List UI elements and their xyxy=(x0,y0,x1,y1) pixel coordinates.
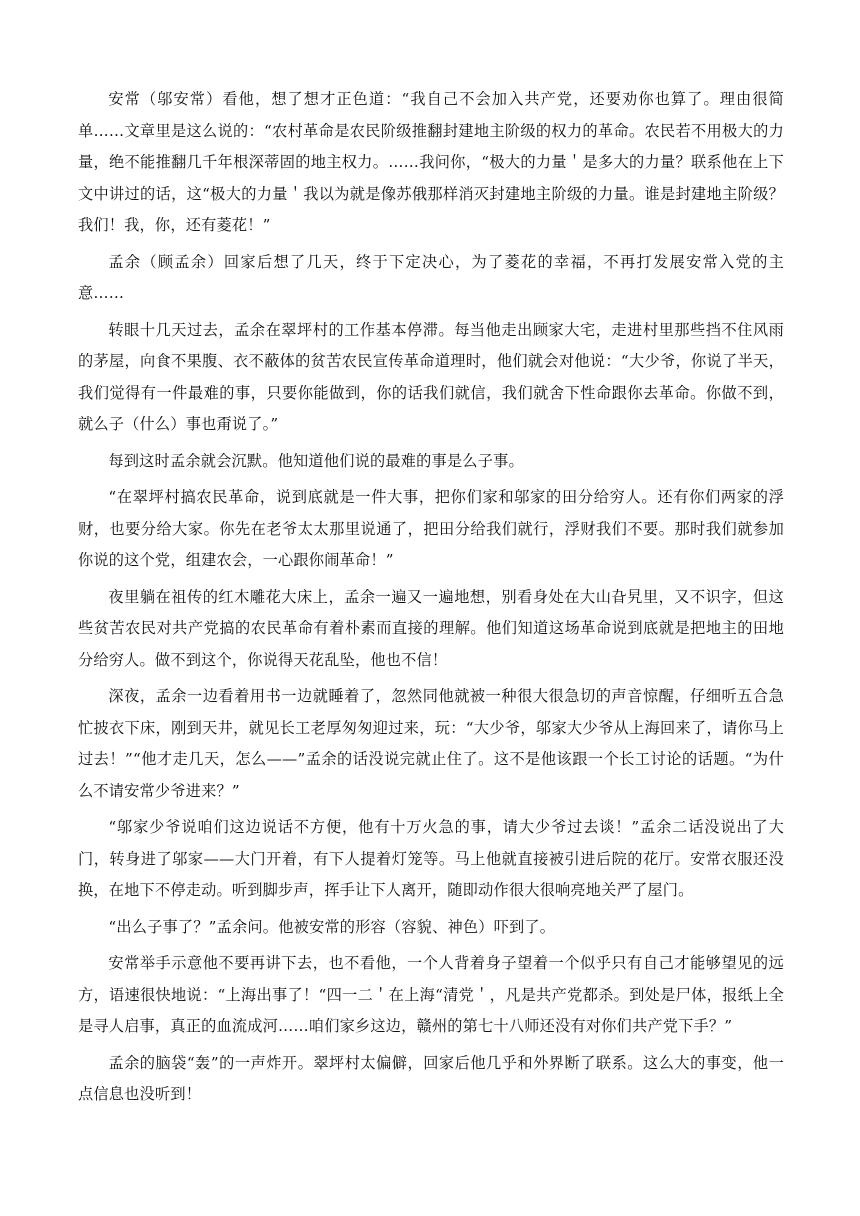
paragraph-1: 安常（邬安常）看他，想了想才正色道：“我自己不会加入共产党，还要劝你也算了。理由很简单……文章里是这么说的：“农村革命是农民阶级推翻封建地主阶级的权力的革命。农民若不用极大的力量，绝不能推翻几千年根深蒂固的地主权力。……我问你，“极大的力量＇是多大的力量？联系他在上下文中讲过的话，这“极大的力量＇我以为就是像苏俄那样消灭封建地主阶级的力量。谁是封建地主阶级？我们！我，你，还有菱花！” xyxy=(78,90,784,234)
paragraph-2: 孟余（顾孟余）回家后想了几天，终于下定决心，为了菱花的幸福，不再打发展安常入党的主意…… xyxy=(78,252,784,302)
paragraph-7: 深夜，孟余一边看着用书一边就睡着了，忽然同他就被一种很大很急切的声音惊醒，仔细听五合急忙披衣下床，刚到天井，就见长工老厚匆匆迎过来，玩：“大少爷，邬家大少爷从上海回来了，请你马上过去！”“他才走几天，怎么——”孟余的话没说完就止住了。这不是他该跟一个长工讨论的话题。“为什么不请安常少爷进来？” xyxy=(78,687,784,800)
paragraph-9: “出么子事了？”孟余问。他被安常的形容（容貌、神色）吓到了。 xyxy=(108,917,556,936)
paragraph-6: 夜里躺在祖传的红木雕花大床上，孟余一遍又一遍地想，别看身处在大山旮旯里，又不识字，但这些贫苦农民对共产党搞的农民革命有着朴素而直接的理解。他们知道这场革命说到底就是把地主的田地分给穷人。做不到这个，你说得天花乱坠，他也不信！ xyxy=(78,587,784,669)
paragraph-4: 每到这时孟余就会沉默。他知道他们说的最难的事是么子事。 xyxy=(108,451,524,470)
paragraph-5: “在翠坪村搞农民革命，说到底就是一件大事，把你们家和邬家的田分给穷人。还有你们两家的浮财，也要分给大家。你先在老爷太太那里说通了，把田分给我们就行，浮财我们不要。那时我们就参加你说的这个党，组建农会，一心跟你闹革命！” xyxy=(78,488,784,569)
paragraph-8: “邬家少爷说咱们这边说话不方便，他有十万火急的事，请大少爷过去谈！”孟余二话没说出了大门，转身进了邬家——大门开着，有下人提着灯笼等。马上他就直接被引进后院的花厅。安常衣服还没换，在地下不停走动。听到脚步声，挥手让下人离开，随即动作很大很响亮地关严了屋门。 xyxy=(78,818,784,899)
paragraph-10: 安常举手示意他不要再讲下去，也不看他，一个人背着身子望着一个似乎只有自己才能够望见的远方，语速很快地说：“上海出事了！“四一二＇在上海“清党＇，凡是共产党都杀。到处是尸体，报纸上全是寻人启事，真正的血流成河……咱们家乡这边，赣州的第七十八师还没有对你们共产党下手？” xyxy=(78,954,784,1035)
paragraph-11: 孟余的脑袋“轰”的一声炸开。翠坪村太偏僻，回家后他几乎和外界断了联系。这么大的事变，他一点信息也没听到！ xyxy=(78,1053,784,1103)
paragraph-3: 转眼十几天过去，孟余在翠坪村的工作基本停滞。每当他走出顾家大宅，走进村里那些挡不住风雨的茅屋，向食不果腹、衣不蔽体的贫苦农民宣传革命道理时，他们就会对他说：“大少爷，你说了半天，我们觉得有一件最难的事，只要你能做到，你的话我们就信，我们就舍下性命跟你去革命。你做不到，就么子（什么）事也甭说了。” xyxy=(78,320,784,433)
